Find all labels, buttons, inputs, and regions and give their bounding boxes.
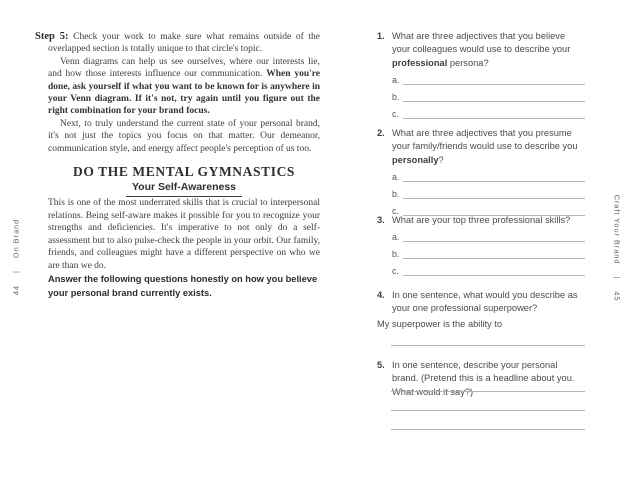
- answer-blank: [392, 188, 585, 201]
- step-paragraph: [35, 31, 320, 56]
- answer-blank: [392, 231, 585, 244]
- writing-line: [391, 391, 585, 392]
- writing-line: [391, 345, 585, 346]
- blank-label-c: c.: [392, 266, 399, 276]
- blank-label-b: b.: [392, 188, 400, 199]
- section-heading: DO THE MENTAL GYMNASTICS: [72, 164, 296, 180]
- section-subheading: Your Self-Awareness: [126, 181, 242, 197]
- question-2-bold-word: personally: [392, 154, 439, 165]
- question-1-body: [392, 30, 585, 121]
- step-label: Step 5:: [35, 31, 69, 42]
- question-3-number: 3.: [377, 215, 385, 225]
- question-4: [377, 289, 585, 316]
- writing-line: [403, 275, 585, 276]
- question-2-number: 2.: [377, 128, 385, 138]
- writing-line: [403, 84, 585, 85]
- writing-line: [403, 101, 585, 102]
- answer-blank: [392, 248, 585, 261]
- right-running-title: Craft Your Brand: [612, 194, 622, 265]
- blank-label-a: a.: [392, 171, 400, 182]
- writing-line: [391, 410, 585, 411]
- question-1-bold-word: professional: [392, 57, 448, 68]
- question-2-text-after: ?: [438, 154, 444, 165]
- question-5-body: [392, 359, 585, 399]
- writing-line: [403, 118, 585, 119]
- blank-label-a: a.: [392, 74, 400, 85]
- right-running-head-separator: |: [612, 276, 622, 280]
- section-subheading-wrap: [48, 181, 320, 197]
- question-4-text: In one sentence, what would you describe as your one professional superpower?: [392, 290, 578, 314]
- self-awareness-paragraph: This is one of the most underrated skills that is crucial to interpersonal relations. Being self-aware makes it possible for you to recognize your strengths and deficiencies. It's imperative to not only do a self-assessment but to also pulse-check the people in your orbit. Our family, friends, and colleagues might have a different perspective on who we are than we do.: [48, 198, 320, 271]
- answer-blank: [392, 265, 585, 278]
- left-running-head-separator: |: [11, 270, 21, 274]
- blank-label-b: b.: [392, 249, 400, 259]
- left-page: [35, 31, 320, 300]
- right-page: [377, 30, 585, 450]
- question-2: [377, 127, 585, 218]
- writing-line: [403, 198, 585, 199]
- right-running-head: [613, 195, 622, 302]
- left-running-head: [12, 219, 21, 295]
- writing-line: [403, 241, 585, 242]
- question-1-text-after: persona?: [447, 57, 489, 68]
- next-paragraph: Next, to truly understand the current state of your personal brand, it's not just the topics you focus on that matter. Our demeanor, communication style, and energy affect people's perception of us too.: [48, 118, 320, 154]
- blank-label-c: c.: [392, 108, 399, 119]
- question-1: [377, 30, 585, 121]
- right-folio: 45: [612, 291, 622, 302]
- instruction-callout: Answer the following questions honestly on how you believe your personal brand currently exists.: [48, 273, 318, 299]
- question-3-body: [392, 214, 585, 278]
- writing-line: [403, 258, 585, 259]
- blank-label-c: c.: [392, 205, 399, 216]
- question-2-body: [392, 127, 585, 218]
- left-running-title: On Brand: [11, 218, 21, 259]
- answer-blank: [392, 74, 585, 87]
- question-4-lead-in: My superpower is the ability to: [377, 319, 503, 329]
- writing-line: [391, 429, 585, 430]
- blank-label-a: a.: [392, 232, 400, 242]
- question-2-text: What are three adjectives that you presume your family/friends would use to describe you: [392, 128, 578, 152]
- question-5-text: In one sentence, describe your personal brand. (Pretend this is a headline about you. What would it say?): [392, 360, 575, 397]
- step-text: Check your work to make sure what remains outside of the overlapped section is totally unique to that circle's topic.: [48, 32, 320, 55]
- question-4-body: [392, 289, 585, 316]
- question-4-number: 4.: [377, 290, 385, 300]
- left-folio: 44: [11, 285, 21, 296]
- answer-blank: [392, 171, 585, 184]
- venn-paragraph-bold: When you're done, ask yourself if what you want to be known for is anywhere in your Venn diagram. If it's not, try again until you figure out the right combination for your brand focus.: [48, 69, 320, 117]
- answer-blank: [392, 91, 585, 104]
- question-3: [377, 214, 585, 278]
- question-1-text: What are three adjectives that you believe your colleagues would use to describe your: [392, 31, 571, 55]
- question-1-number: 1.: [377, 31, 385, 41]
- question-3-text: What are your top three professional skills?: [392, 215, 571, 225]
- question-5: [377, 359, 585, 399]
- blank-label-b: b.: [392, 91, 400, 102]
- question-5-number: 5.: [377, 360, 385, 370]
- answer-blank: [392, 108, 585, 121]
- writing-line: [403, 181, 585, 182]
- venn-paragraph: [48, 56, 320, 118]
- venn-paragraph-normal: Venn diagrams can help us see ourselves, where our interests lie, and how those interests influence our communication.: [48, 56, 320, 80]
